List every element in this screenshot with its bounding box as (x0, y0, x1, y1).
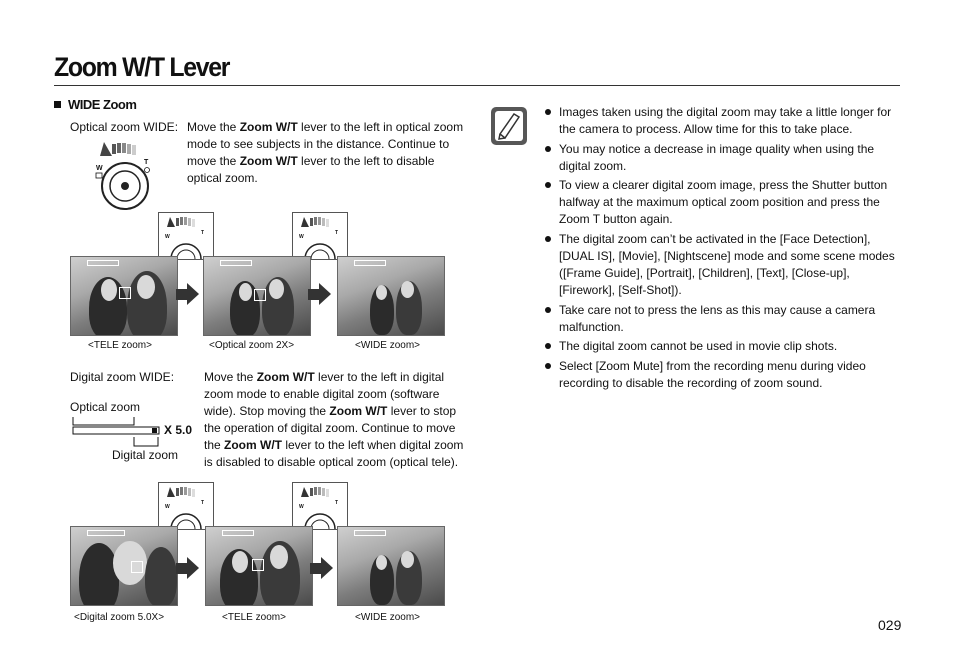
svg-text:T: T (201, 500, 205, 506)
lever-t-label: T (144, 159, 149, 166)
note-item: Select [Zoom Mute] from the recording menu during video recording to disable the recording of zoom sound. (545, 358, 890, 392)
caption-wide-zoom-2: <WIDE zoom> (355, 612, 421, 623)
caption-wide-zoom: <WIDE zoom> (355, 340, 421, 351)
digital-zoom-description: Move the Zoom W/T lever to the left in digital zoom mode to enable digital zoom (software wide). Stop moving the Zoom W/T lever to stop the operation of digital zoom. Continue to move the Zoom W/T lever to the left when digital zoom is disabled to disable optical zoom (optical tele). (204, 370, 464, 469)
note-item: To view a clearer digital zoom image, press the Shutter button halfway at the maximum optical zoom position and press the Zoom T button again. (545, 177, 890, 228)
note-item: Images taken using the digital zoom may take a little longer for the camera to process. Allow time for this to take place. (545, 104, 890, 138)
zoom-bar-diagram (70, 415, 166, 449)
bullet-dot-icon (545, 343, 551, 349)
section-heading (54, 97, 136, 112)
lever-diagram-4 (292, 482, 348, 530)
caption-tele-zoom-2: <TELE zoom> (222, 612, 286, 623)
optical-zoom-2x-photo (203, 256, 311, 336)
digital-zoom-label: Digital zoom WIDE: (70, 370, 175, 384)
title-divider (54, 85, 900, 86)
svg-text:T: T (335, 230, 339, 236)
note-item: The digital zoom can’t be activated in the [Face Detection], [DUAL IS], [Movie], [Nightscene] mode and some scene modes ([Frame Guide], [Portrait], [Children], [Text], [Close-up], [Firework], [Self-Shot]). (545, 231, 890, 299)
bullet-dot-icon (545, 307, 551, 313)
page-number: 029 (878, 617, 902, 633)
bullet-dot-icon (545, 109, 551, 115)
tele-zoom-photo-2 (205, 526, 313, 606)
note-item: Take care not to press the lens as this may cause a camera malfunction. (545, 302, 890, 336)
lever-w-label: W (96, 165, 103, 172)
optical-zoom-label: Optical zoom WIDE: (70, 120, 179, 134)
lever-diagram-2 (292, 212, 348, 260)
bullet-dot-icon (545, 236, 551, 242)
zoom-lever-dial-icon (90, 138, 160, 212)
wide-zoom-photo-2 (337, 526, 445, 606)
zoom-value: X 5.0 (164, 423, 193, 437)
note-pencil-icon (490, 106, 528, 146)
caption-tele-zoom: <TELE zoom> (88, 340, 152, 351)
bullet-dot-icon (545, 182, 551, 188)
section-heading-text: WIDE Zoom (68, 97, 137, 112)
tele-zoom-photo (70, 256, 178, 336)
digital-zoom-bar-label: Digital zoom (112, 448, 179, 462)
square-bullet-icon (54, 101, 61, 108)
svg-text:W: W (299, 504, 304, 510)
optical-zoom-description: Move the Zoom W/T lever to the left in optical zoom mode to see subjects in the distance. Continue to move the Zoom W/T lever to the left to disable optical zoom. (187, 120, 464, 185)
bullet-dot-icon (545, 363, 551, 369)
svg-text:T: T (201, 230, 205, 236)
lever-diagram-1 (158, 212, 214, 260)
svg-text:W: W (165, 504, 170, 510)
svg-text:W: W (165, 234, 170, 240)
note-item: You may notice a decrease in image quality when using the digital zoom. (545, 141, 890, 175)
digital-zoom-5x-photo (70, 526, 178, 606)
caption-digital-zoom-5x: <Digital zoom 5.0X> (74, 612, 165, 623)
page-title: Zoom W/T Lever (54, 52, 230, 82)
caption-optical-zoom-2x: <Optical zoom 2X> (209, 340, 295, 351)
wide-zoom-photo (337, 256, 445, 336)
lever-diagram-3 (158, 482, 214, 530)
svg-text:T: T (335, 500, 339, 506)
optical-zoom-bar-label: Optical zoom (70, 400, 141, 414)
svg-text:W: W (299, 234, 304, 240)
bullet-dot-icon (545, 146, 551, 152)
note-item: The digital zoom cannot be used in movie clip shots. (545, 338, 890, 355)
